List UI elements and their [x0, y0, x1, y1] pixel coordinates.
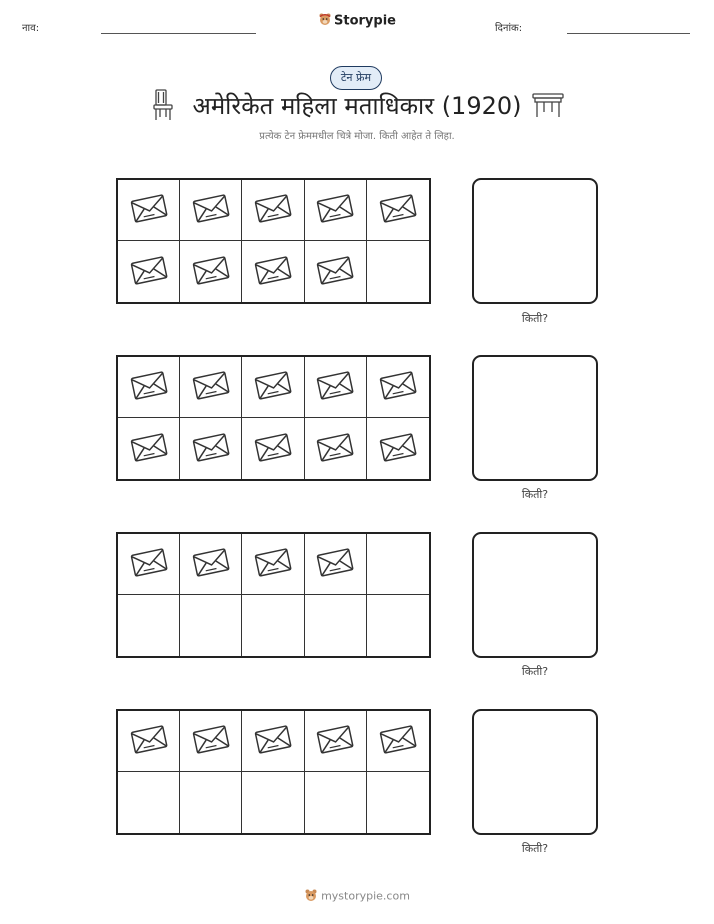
answer-box-1[interactable] [472, 178, 598, 304]
envelope-icon [378, 430, 418, 468]
ten-frame-cell [367, 711, 429, 772]
answer-label-4: किती? [521, 842, 549, 855]
answer-box-3[interactable] [472, 532, 598, 658]
ten-frame-cell [367, 241, 429, 302]
bear-footer-icon [304, 888, 318, 905]
ten-frame-cell [367, 534, 429, 595]
answer-box-2[interactable] [472, 355, 598, 481]
ten-frame-cell [242, 241, 304, 302]
envelope-icon [315, 191, 355, 229]
envelope-icon [253, 368, 293, 406]
date-label: दिनांक: [495, 23, 523, 34]
envelope-icon [129, 722, 169, 760]
envelope-icon [315, 545, 355, 583]
envelope-icon [378, 191, 418, 229]
answer-box-4[interactable] [472, 709, 598, 835]
ten-frame-cell [305, 241, 367, 302]
ten-frame-cell [305, 711, 367, 772]
envelope-icon [191, 722, 231, 760]
ten-frame-cell [118, 772, 180, 833]
table-icon [532, 92, 564, 122]
ten-frame-4 [116, 709, 431, 835]
ten-frame-cell [180, 357, 242, 418]
ten-frame-cell [367, 772, 429, 833]
envelope-icon [129, 430, 169, 468]
ten-frame-cell [180, 241, 242, 302]
ten-frame-cell [305, 595, 367, 656]
ten-frame-cell [118, 534, 180, 595]
envelope-icon [129, 368, 169, 406]
envelope-icon [253, 191, 293, 229]
instructions: प्रत्येक टेन फ्रेममधील चित्रे मोजा. किती आहेत ते लिहा. [259, 131, 455, 142]
ten-frame-cell [118, 180, 180, 241]
ten-frame-cell [305, 180, 367, 241]
envelope-icon [253, 545, 293, 583]
envelope-icon [191, 191, 231, 229]
ten-frame-cell [367, 357, 429, 418]
ten-frame-cell [305, 772, 367, 833]
ten-frame-cell [242, 418, 304, 479]
envelope-icon [378, 368, 418, 406]
page-title: अमेरिकेत महिला मताधिकार (1920) [192, 92, 522, 120]
ten-frame-cell [242, 772, 304, 833]
ten-frame-1 [116, 178, 431, 304]
envelope-icon [191, 545, 231, 583]
envelope-icon [253, 430, 293, 468]
ten-frame-cell [118, 711, 180, 772]
envelope-icon [191, 253, 231, 291]
brand-logo [0, 12, 714, 30]
name-label: नाव: [22, 23, 40, 34]
ten-frame-cell [242, 595, 304, 656]
envelope-icon [129, 253, 169, 291]
brand-name: Storypie [334, 13, 396, 29]
ten-frame-cell [242, 711, 304, 772]
ten-frame-cell [118, 595, 180, 656]
envelope-icon [315, 253, 355, 291]
ten-frame-cell [242, 357, 304, 418]
envelope-icon [378, 722, 418, 760]
envelope-icon [129, 191, 169, 229]
envelope-icon [315, 722, 355, 760]
ten-frame-cell [180, 180, 242, 241]
envelope-icon [253, 722, 293, 760]
envelope-icon [315, 430, 355, 468]
ten-frame-cell [118, 357, 180, 418]
ten-frame-cell [180, 418, 242, 479]
bear-logo-icon [318, 12, 332, 30]
ten-frame-cell [367, 418, 429, 479]
ten-frame-cell [180, 534, 242, 595]
footer [0, 888, 714, 905]
ten-frame-cell [180, 772, 242, 833]
ten-frame-cell [118, 418, 180, 479]
ten-frame-cell [242, 534, 304, 595]
ten-frame-2 [116, 355, 431, 481]
ten-frame-cell [180, 595, 242, 656]
ten-frame-cell [118, 241, 180, 302]
footer-url[interactable]: mystorypie.com [321, 889, 410, 903]
envelope-icon [253, 253, 293, 291]
ten-frame-cell [242, 180, 304, 241]
envelope-icon [129, 545, 169, 583]
name-line[interactable] [101, 33, 256, 34]
ten-frame-cell [180, 711, 242, 772]
ten-frame-cell [305, 357, 367, 418]
envelope-icon [191, 368, 231, 406]
category-badge: टेन फ्रेम [330, 66, 382, 90]
ten-frame-cell [305, 534, 367, 595]
ten-frame-cell [367, 595, 429, 656]
envelope-icon [315, 368, 355, 406]
ten-frame-cell [367, 180, 429, 241]
ten-frame-3 [116, 532, 431, 658]
answer-label-1: किती? [521, 312, 549, 325]
date-line[interactable] [567, 33, 690, 34]
answer-label-3: किती? [521, 665, 549, 678]
ten-frame-cell [305, 418, 367, 479]
answer-label-2: किती? [521, 488, 549, 501]
envelope-icon [191, 430, 231, 468]
